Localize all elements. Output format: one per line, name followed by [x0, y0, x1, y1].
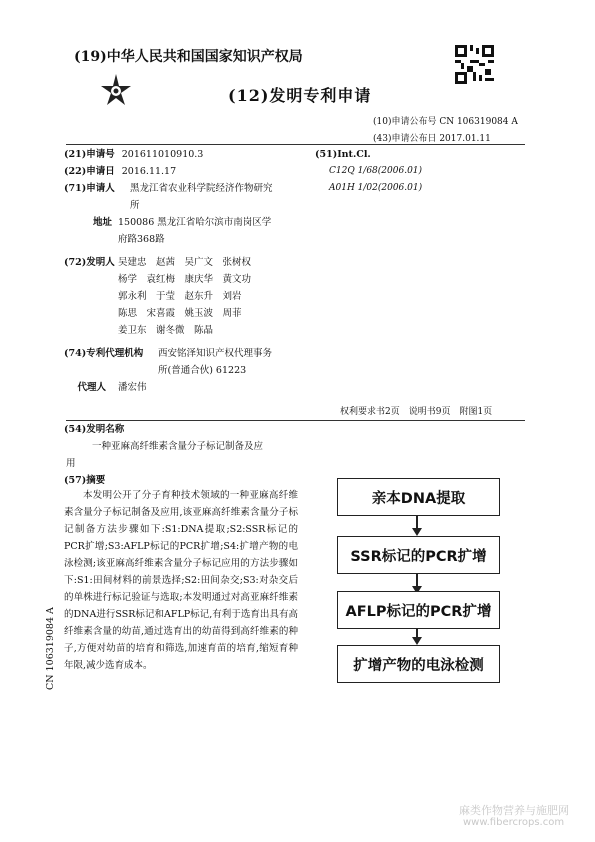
publication-date: (43)申请公布日 2017.01.11	[373, 134, 491, 144]
application-date: 2016.11.17	[121, 166, 177, 177]
application-date-label: (22)申请日	[64, 166, 115, 177]
header-divider	[66, 144, 525, 145]
address-line-2: 府路368路	[118, 234, 165, 245]
flow-step-ssr-pcr: SSR标记的PCR扩增	[337, 536, 500, 574]
invention-title-line-2: 用	[66, 458, 76, 469]
abstract-label: (57)摘要	[64, 475, 106, 486]
application-number-label: (21)申请号	[64, 149, 115, 160]
arrow-down-icon	[412, 637, 422, 645]
applicant-label: (71)申请人	[64, 183, 115, 194]
flow-step-aflp-pcr: AFLP标记的PCR扩增	[337, 591, 500, 629]
flow-step-dna-extraction: 亲本DNA提取	[337, 478, 500, 516]
applicant-name-line-1: 黑龙江省农业科学院经济作物研究	[130, 183, 273, 194]
invention-title-line-1: 一种亚麻高纤维素含量分子标记制备及应	[92, 441, 264, 452]
applicant-row	[64, 180, 314, 214]
abstract-text: 本发明公开了分子育种技术领域的一种亚麻高纤维素含量分子标记制备及应用,该亚麻高纤维素含量分子标记制备方法步骤如下:S1:DNA提取;S2:SSR标记的PCR扩增;S3:AFLP标记的PCR扩增;S4:扩增产物的电泳检测;该亚麻高纤维素含量分子标记应用的方法步骤如下:S1:田间材料的前景选择;S2:田间杂交;S3:对杂交后的单株进行标记验证与选取;本发明通过对高亚麻纤维素的DNA进行SSR标记和AFLP标记,有利于选育出具有高纤维素含量的幼苗,通过选育出的幼苗得到高纤维素的种子,方便对幼苗的培育和筛选,加速育苗的培育,缩短育种年限,减少选育成本。	[64, 490, 298, 671]
application-number: 201611010910.3	[121, 149, 204, 160]
watermark-site-name: 麻类作物营养与施肥网	[459, 804, 569, 817]
agency-label: (74)专利代理机构	[64, 348, 144, 359]
address-label: 地址	[92, 217, 112, 228]
biblio-left	[64, 146, 314, 396]
application-date-row	[64, 163, 314, 180]
office-name: (19)中华人民共和国国家知识产权局	[74, 49, 303, 65]
address-line-1: 150086 黑龙江省哈尔滨市南岗区学	[118, 217, 272, 228]
ipc-class-1: C12Q 1/68(2006.01)	[329, 166, 423, 176]
sipo-emblem-icon	[96, 72, 136, 112]
qr-code	[455, 45, 494, 84]
inventor-line: 郭永利 于莹 赵东升 刘岩	[118, 291, 242, 302]
title-label: (54)发明名称	[64, 424, 125, 435]
biblio-right	[315, 146, 515, 197]
agent-label: 代理人	[77, 382, 106, 393]
applicant-name-line-2: 所	[130, 200, 140, 211]
title-section	[64, 421, 304, 489]
agent-row	[64, 379, 314, 396]
inventor-line: 陈思 宋喜霞 姚玉波 周菲	[118, 308, 242, 319]
intcl-label: (51)Int.Cl.	[315, 149, 371, 160]
inventor-line: 吴建忠 赵茜 吴广文 张树权	[118, 257, 252, 268]
agent-name: 潘宏伟	[118, 382, 147, 393]
page-counts: 权利要求书2页 说明书9页 附图1页	[340, 407, 493, 417]
document-type: (12)发明专利申请	[228, 86, 372, 105]
application-number-row	[64, 146, 314, 163]
inventor-line: 杨学 袁红梅 康庆华 黄文功	[118, 274, 252, 285]
inventor-label: (72)发明人	[64, 257, 115, 268]
ipc-class-2: A01H 1/02(2006.01)	[329, 183, 423, 193]
inventor-row	[64, 254, 314, 339]
watermark-url: www.fibercrops.com	[463, 817, 565, 828]
agency-row	[64, 345, 314, 379]
arrow-down-icon	[412, 528, 422, 536]
address-row	[64, 214, 314, 248]
flow-step-electrophoresis: 扩增产物的电泳检测	[337, 645, 500, 683]
publication-number: (10)申请公布号 CN 106319084 A	[373, 117, 518, 127]
agency-line-2: 所(普通合伙) 61223	[158, 365, 247, 376]
agency-line-1: 西安铭泽知识产权代理事务	[158, 348, 273, 359]
side-publication-number: CN 106319084 A	[45, 607, 56, 690]
inventor-line: 姜卫东 谢冬微 陈晶	[118, 325, 214, 336]
